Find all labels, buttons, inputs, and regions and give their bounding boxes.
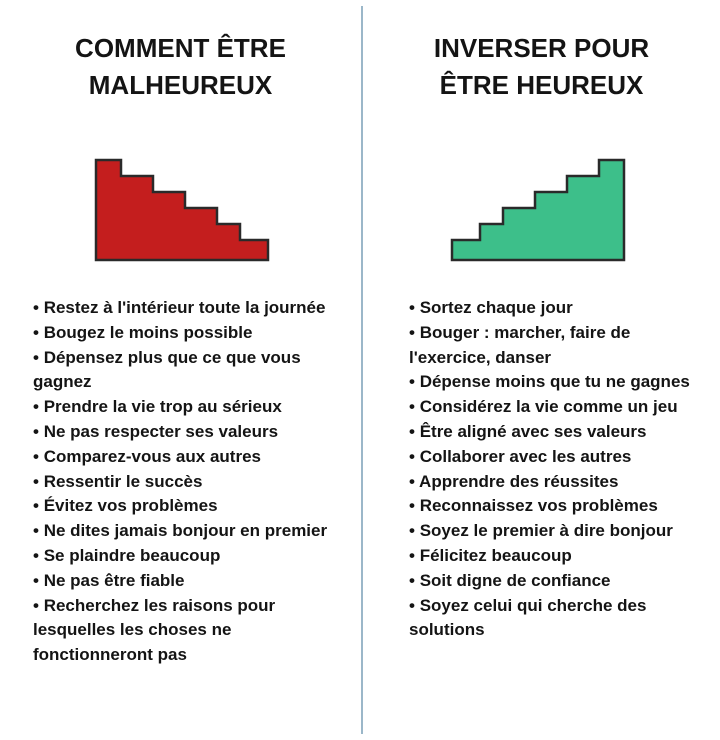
- list-item: [33, 569, 345, 594]
- list-item-text: Dépense moins que tu ne gagnes: [419, 372, 690, 392]
- bullet-icon: •: [409, 521, 415, 541]
- list-item: [409, 569, 709, 594]
- list-item: [33, 296, 345, 321]
- list-item-text: Soit digne de confiance: [419, 570, 611, 590]
- list-item: [33, 445, 345, 470]
- list-item-text: Ne pas respecter ses valeurs: [43, 421, 279, 441]
- list-item-text: Recherchez les raisons pour lesquelles les choses ne fonctionneront pas: [33, 595, 276, 665]
- list-item: [33, 420, 345, 445]
- list-item: [33, 519, 345, 544]
- descending-stairs-shape: [96, 160, 268, 260]
- bullet-icon: •: [409, 570, 415, 590]
- bullet-icon: •: [33, 471, 39, 491]
- list-item-text: Bouger : marcher, faire de l'exercice, danser: [409, 322, 631, 367]
- bullet-icon: •: [33, 545, 39, 565]
- unhappy-heading-line-1: COMMENT ÊTRE: [75, 33, 286, 63]
- happy-list: [409, 296, 709, 643]
- list-item: [33, 470, 345, 495]
- bullet-icon: •: [33, 397, 39, 417]
- list-item-text: Ressentir le succès: [43, 471, 203, 491]
- bullet-icon: •: [409, 471, 415, 491]
- descending-stairs-icon: [94, 158, 270, 262]
- ascending-stairs-shape: [452, 160, 624, 260]
- list-item: [33, 395, 345, 420]
- unhappy-heading-line-2: MALHEUREUX: [88, 70, 273, 100]
- list-item-text: Bougez le moins possible: [43, 322, 253, 342]
- bullet-icon: •: [33, 446, 39, 466]
- bullet-icon: •: [33, 595, 39, 615]
- bullet-icon: •: [409, 322, 415, 342]
- list-item: [409, 321, 709, 371]
- bullet-icon: •: [33, 521, 39, 541]
- bullet-icon: •: [33, 496, 39, 516]
- list-item: [33, 544, 345, 569]
- list-item: [33, 594, 345, 668]
- happy-heading-line-1: INVERSER POUR: [433, 33, 650, 63]
- list-item: [409, 395, 709, 420]
- list-item: [409, 544, 709, 569]
- bullet-icon: •: [33, 347, 39, 367]
- list-item-text: Reconnaissez vos problèmes: [419, 496, 658, 516]
- list-item-text: Sortez chaque jour: [419, 298, 573, 317]
- list-item: [409, 470, 709, 495]
- list-item-text: Restez à l'intérieur toute la journée: [43, 298, 326, 317]
- list-item-text: Félicitez beaucoup: [419, 545, 572, 565]
- bullet-icon: •: [33, 421, 39, 441]
- list-item-text: Soyez celui qui cherche des solutions: [409, 595, 647, 640]
- bullet-icon: •: [409, 496, 415, 516]
- bullet-icon: •: [33, 298, 39, 317]
- list-item: [409, 420, 709, 445]
- bullet-icon: •: [33, 570, 39, 590]
- bullet-icon: •: [409, 446, 415, 466]
- list-item-text: Apprendre des réussites: [419, 471, 619, 491]
- happy-column: [363, 0, 720, 740]
- list-item-text: Comparez-vous aux autres: [43, 446, 261, 466]
- list-item-text: Collaborer avec les autres: [419, 446, 632, 466]
- list-item-text: Se plaindre beaucoup: [43, 545, 221, 565]
- list-item: [33, 346, 345, 396]
- list-item: [409, 494, 709, 519]
- bullet-icon: •: [409, 595, 415, 615]
- bullet-icon: •: [409, 298, 415, 317]
- list-item: [409, 445, 709, 470]
- bullet-icon: •: [409, 397, 415, 417]
- list-item-text: Ne dites jamais bonjour en premier: [43, 521, 328, 541]
- list-item-text: Être aligné avec ses valeurs: [419, 421, 647, 441]
- list-item-text: Considérez la vie comme un jeu: [419, 397, 678, 417]
- list-item: [33, 494, 345, 519]
- list-item: [33, 321, 345, 346]
- list-item: [409, 594, 709, 644]
- list-item-text: Évitez vos problèmes: [43, 496, 218, 516]
- list-item: [409, 519, 709, 544]
- happy-heading-line-2: ÊTRE HEUREUX: [439, 70, 644, 100]
- unhappy-heading: [0, 30, 361, 104]
- list-item-text: Soyez le premier à dire bonjour: [419, 521, 673, 541]
- bullet-icon: •: [409, 545, 415, 565]
- list-item-text: Ne pas être fiable: [43, 570, 185, 590]
- bullet-icon: •: [409, 421, 415, 441]
- list-item-text: Prendre la vie trop au sérieux: [43, 397, 282, 417]
- list-item: [409, 370, 709, 395]
- happy-heading: [363, 30, 720, 104]
- list-item: [409, 296, 709, 321]
- bullet-icon: •: [409, 372, 415, 392]
- list-item-text: Dépensez plus que ce que vous gagnez: [33, 347, 301, 392]
- unhappy-list: [33, 296, 345, 668]
- bullet-icon: •: [33, 322, 39, 342]
- ascending-stairs-icon: [450, 158, 626, 262]
